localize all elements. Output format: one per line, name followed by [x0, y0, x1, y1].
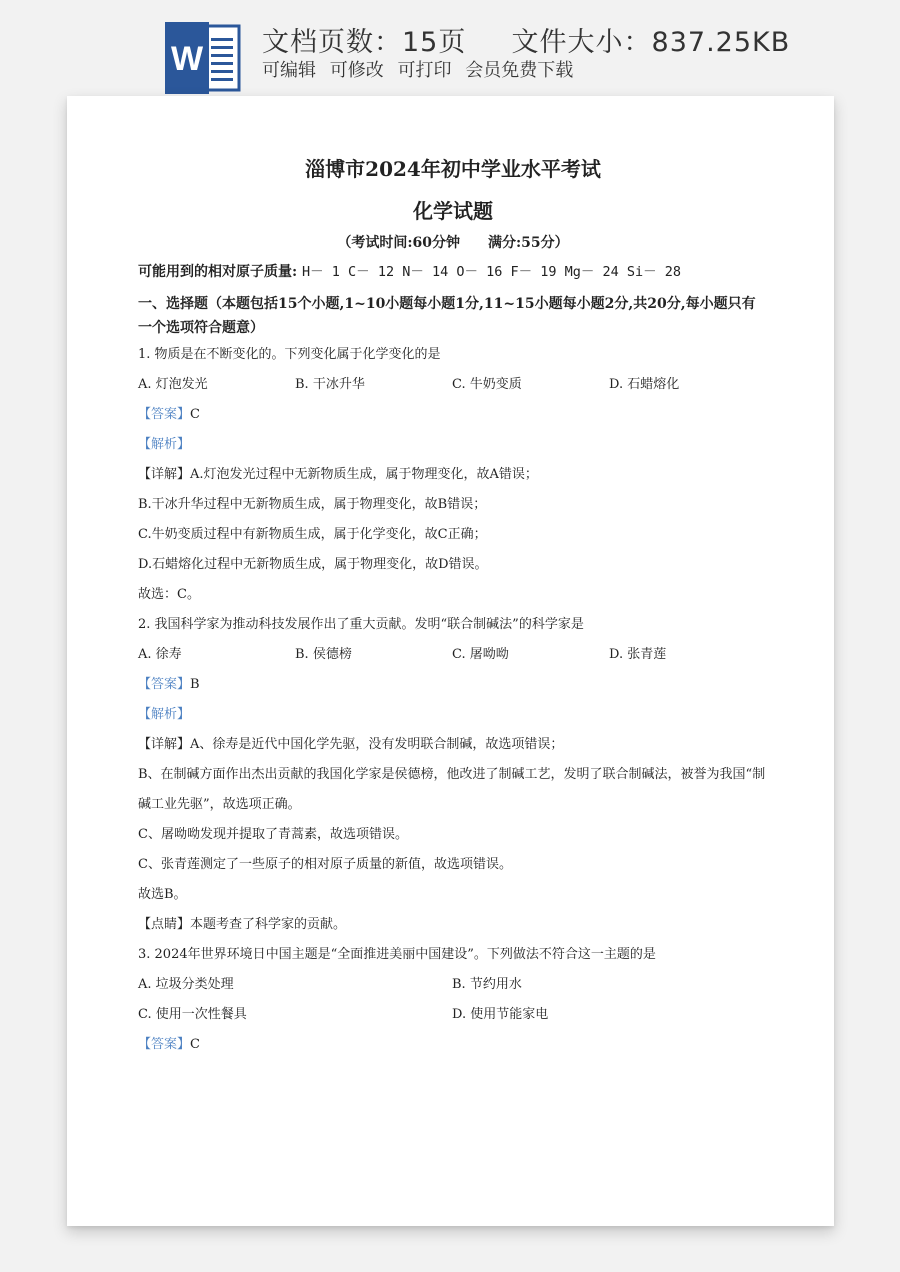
- q2-detail-text-0: A、徐寿是近代中国化学先驱，没有发明联合制碱，故选项错误；: [190, 737, 564, 752]
- exam-title: 淄博市2024年初中学业水平考试: [305, 157, 601, 181]
- q3-option-b: B. 节约用水: [452, 977, 522, 992]
- q1-answer: [138, 400, 768, 430]
- q1-option-c: C. 牛奶变质: [452, 377, 522, 392]
- q1-stem: 1. 物质是在不断变化的。下列变化属于化学变化的是: [138, 347, 441, 362]
- banner-title: [262, 20, 790, 59]
- svg-text:W: W: [170, 40, 204, 78]
- q3-answer-value: C: [190, 1037, 200, 1052]
- exam-subtitle: 化学试题: [413, 199, 493, 223]
- q1-option-b: B. 干冰升华: [295, 377, 365, 392]
- q1-detail-0: [138, 460, 768, 490]
- document-page: [67, 96, 834, 1226]
- q2-detail-tag: 【详解】: [138, 737, 191, 752]
- q2-detail-1: B、在制碱方面作出杰出贡献的我国化学家是侯德榜，他改进了制碱工艺，发明了联合制碱法，被誉为我国“制碱工业先驱”，故选项正确。: [138, 767, 766, 812]
- q3-answer: [138, 1030, 768, 1060]
- atomic-masses-list: H－ 1 C－ 12 N－ 14 O－ 16 F－ 19 Mg－ 24 Si－ 28: [302, 264, 682, 280]
- q3-answer-tag: 【答案】: [138, 1037, 191, 1052]
- q1-conclusion: 故选：C。: [138, 587, 200, 602]
- q1-answer-value: C: [190, 407, 200, 422]
- q2-stem: 2. 我国科学家为推动科技发展作出了重大贡献。发明“联合制碱法”的科学家是: [138, 617, 584, 632]
- page-count: 文档页数：15页: [262, 27, 467, 58]
- q3-option-d: D. 使用节能家电: [452, 1007, 549, 1022]
- exam-score: 满分:55分）: [488, 235, 569, 251]
- q2-conclusion: 故选B。: [138, 887, 187, 902]
- section-heading: 一、选择题（本题包括15个小题,1~10小题每小题1分,11~15小题每小题2分,共20分,每小题只有一个选项符合题意）: [138, 296, 756, 336]
- feature-member-download: 会员免费下载: [465, 60, 574, 81]
- q2-answer-value: B: [190, 677, 200, 692]
- q3-stem: 3. 2024年世界环境日中国主题是“全面推进美丽中国建设”。下列做法不符合这一主题的是: [138, 947, 656, 962]
- q2-comment: [138, 910, 768, 940]
- file-size: 文件大小：837.25KB: [511, 27, 791, 58]
- word-document-icon: [165, 22, 243, 94]
- exam-info: [138, 232, 768, 254]
- document-content: [138, 154, 768, 1060]
- feature-printable: 可打印: [397, 60, 452, 81]
- q3-options-row-2: [138, 1000, 768, 1030]
- q1-answer-tag: 【答案】: [138, 407, 191, 422]
- q1-analysis-tag: 【解析】: [138, 437, 191, 452]
- q2-option-b: B. 侯德榜: [295, 647, 352, 662]
- q1-detail-1: B.干冰升华过程中无新物质生成，属于物理变化，故B错误；: [138, 497, 487, 512]
- q2-comment-text: 本题考查了科学家的贡献。: [190, 917, 347, 932]
- q2-detail-3: C、张青莲测定了一些原子的相对原子质量的新值，故选项错误。: [138, 857, 512, 872]
- q1-options: [138, 370, 768, 400]
- q2-answer-tag: 【答案】: [138, 677, 191, 692]
- atomic-masses-label: 可能用到的相对原子质量:: [138, 264, 298, 280]
- q3-options-row-1: [138, 970, 768, 1000]
- q1-detail-2: C.牛奶变质过程中有新物质生成，属于化学变化，故C正确；: [138, 527, 487, 542]
- exam-time: （考试时间:60分钟: [337, 235, 460, 251]
- q2-comment-tag: 【点睛】: [138, 917, 191, 932]
- atomic-masses: [138, 260, 768, 284]
- q2-option-a: A. 徐寿: [138, 647, 182, 662]
- feature-editable: 可编辑: [262, 60, 316, 81]
- q2-options: [138, 640, 768, 670]
- q3-option-a: A. 垃圾分类处理: [138, 977, 234, 992]
- q3-option-c: C. 使用一次性餐具: [138, 1007, 247, 1022]
- q1-option-a: A. 灯泡发光: [138, 377, 208, 392]
- q1-option-d: D. 石蜡熔化: [609, 377, 680, 392]
- q1-detail-text-0: A.灯泡发光过程中无新物质生成，属于物理变化，故A错误；: [190, 467, 538, 482]
- feature-modifiable: 可修改: [329, 60, 384, 81]
- q2-detail-2: C、屠呦呦发现并提取了青蒿素，故选项错误。: [138, 827, 408, 842]
- q2-analysis-tag: 【解析】: [138, 707, 191, 722]
- header-banner: [0, 0, 900, 96]
- q2-detail-0: [138, 730, 768, 760]
- q2-answer: [138, 670, 768, 700]
- q2-option-d: D. 张青莲: [609, 647, 667, 662]
- q1-detail-tag: 【详解】: [138, 467, 191, 482]
- q2-option-c: C. 屠呦呦: [452, 647, 509, 662]
- q1-detail-3: D.石蜡熔化过程中无新物质生成，属于物理变化，故D错误。: [138, 557, 488, 572]
- banner-features: [262, 56, 581, 82]
